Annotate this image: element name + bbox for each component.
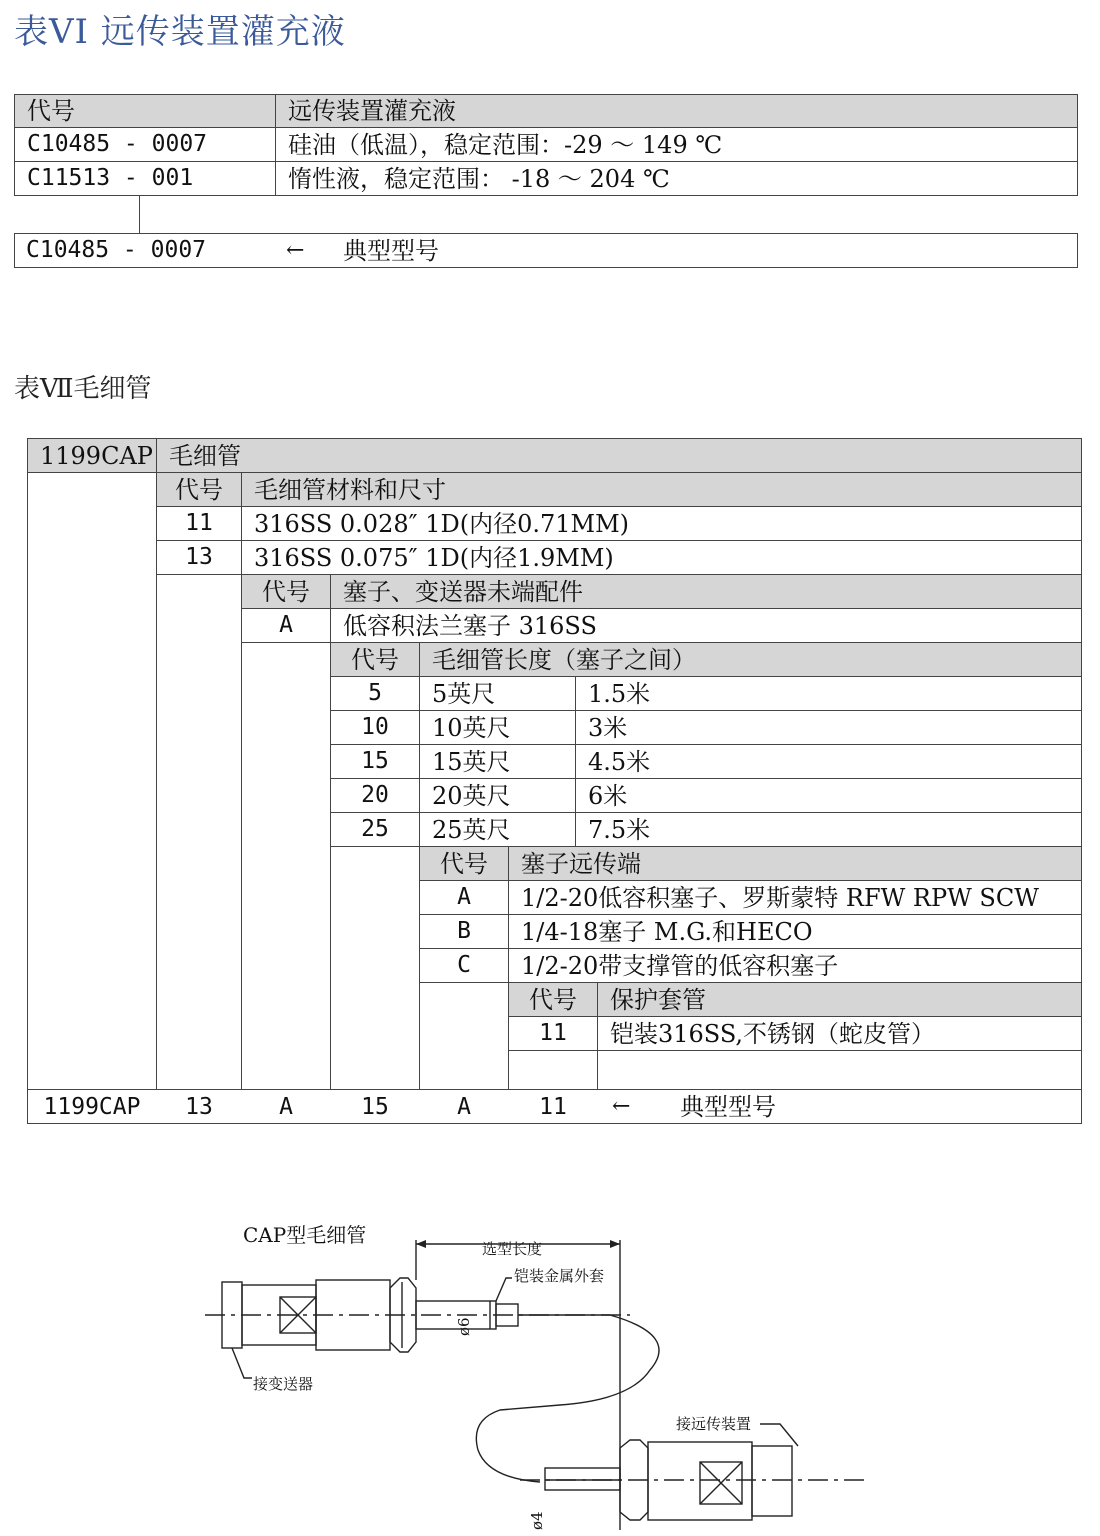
length-row-code: 25 xyxy=(330,812,420,847)
remote-row-desc: 1/4-18塞子 M.G.和HECO xyxy=(508,914,1082,949)
material-row-desc: 316SS 0.075″ 1D(内径1.9MM) xyxy=(241,540,1082,575)
table7-example-model: 1199CAP xyxy=(43,1093,141,1120)
remote-row-desc: 1/2-20低容积塞子、罗斯蒙特 RFW RPW SCW xyxy=(508,880,1082,915)
material-row-desc: 316SS 0.028″ 1D(内径0.71MM) xyxy=(241,506,1082,541)
length-row-m: 7.5米 xyxy=(575,812,1082,847)
fitting-row-desc: 低容积法兰塞子 316SS xyxy=(330,608,1082,643)
length-row-ft: 25英尺 xyxy=(419,812,576,847)
length-row-ft: 15英尺 xyxy=(419,744,576,779)
armor-row-desc: 铠装316SS,不锈钢（蛇皮管） xyxy=(597,1016,1082,1051)
remote-header-desc: 塞子远传端 xyxy=(508,846,1082,881)
table7-model-desc: 毛细管 xyxy=(156,438,1082,473)
length-row-code: 15 xyxy=(330,744,420,779)
table7-example-label: 典型型号 xyxy=(680,1093,776,1121)
table6-example-code: C10485 - 0007 xyxy=(26,237,207,263)
length-row-code: 10 xyxy=(330,710,420,745)
remote-row-code: B xyxy=(419,914,509,949)
cap-capillary-diagram xyxy=(0,1200,1100,1536)
table6-header-desc: 远传装置灌充液 xyxy=(275,94,1078,128)
fitting-header-code: 代号 xyxy=(241,574,331,609)
remote-row-code: C xyxy=(419,948,509,983)
length-row-m: 3米 xyxy=(575,710,1082,745)
diagram-title: CAP型毛细管 xyxy=(243,1223,367,1247)
length-row-m: 6米 xyxy=(575,778,1082,813)
material-header-code: 代号 xyxy=(156,472,242,507)
remote-header-code: 代号 xyxy=(419,846,509,881)
length-row-m: 1.5米 xyxy=(575,676,1082,711)
armor-row-code: 11 xyxy=(508,1016,598,1051)
table7-model: 1199CAP xyxy=(27,438,157,473)
table6-row-code: C10485 - 0007 xyxy=(14,127,276,162)
table7-example-fitting: A xyxy=(279,1093,293,1120)
table6-example-label: 典型型号 xyxy=(343,236,439,265)
table6-row-desc: 惰性液，稳定范围： -18 ～ 204 ℃ xyxy=(275,161,1078,196)
diagram-length-label: 选型长度 xyxy=(482,1240,543,1258)
col-line-2 xyxy=(241,574,242,1090)
length-row-ft: 20英尺 xyxy=(419,778,576,813)
diagram-sheath-label: 铠装金属外套 xyxy=(514,1267,605,1285)
diagram-d6-label: ø6 xyxy=(455,1317,473,1336)
length-header-code: 代号 xyxy=(330,642,420,677)
remote-cap-shape xyxy=(752,1446,792,1516)
length-row-ft: 10英尺 xyxy=(419,710,576,745)
arrow-left-icon: ← xyxy=(612,1094,631,1119)
table6-title: 表VI 远传装置灌充液 xyxy=(14,12,346,52)
armor-header-code: 代号 xyxy=(508,982,598,1017)
capillary-curve xyxy=(476,1315,659,1482)
fitting-row-code: A xyxy=(241,608,331,643)
leader-remote xyxy=(760,1424,798,1446)
tube-d4-shape xyxy=(545,1468,620,1490)
armor-header-desc: 保护套管 xyxy=(597,982,1082,1017)
length-row-ft: 5英尺 xyxy=(419,676,576,711)
fitting-header-desc: 塞子、变送器未端配件 xyxy=(330,574,1082,609)
material-header-desc: 毛细管材料和尺寸 xyxy=(241,472,1082,507)
remote-row-code: A xyxy=(419,880,509,915)
table6-row-code: C11513 - 001 xyxy=(14,161,276,196)
table7-example-armor: 11 xyxy=(539,1093,567,1120)
diagram-d4-label: ø4 xyxy=(528,1511,546,1530)
material-row-code: 13 xyxy=(156,540,242,575)
table7-example-material: 13 xyxy=(185,1093,213,1120)
length-header-desc: 毛细管长度（塞子之间） xyxy=(419,642,1082,677)
length-row-m: 4.5米 xyxy=(575,744,1082,779)
length-row-code: 20 xyxy=(330,778,420,813)
table7-example-remote: A xyxy=(457,1093,471,1120)
length-row-code: 5 xyxy=(330,676,420,711)
diagram-remote-label: 接远传装置 xyxy=(676,1415,752,1433)
arrow-left-icon: ← xyxy=(286,237,305,263)
table7-example-length: 15 xyxy=(361,1093,389,1120)
table6-row-desc: 硅油（低温），稳定范围：-29 ～ 149 ℃ xyxy=(275,127,1078,162)
table6-header-code: 代号 xyxy=(14,94,276,128)
material-row-code: 11 xyxy=(156,506,242,541)
col-line-6 xyxy=(597,1050,598,1090)
table6-connector xyxy=(139,196,140,234)
remote-row-desc: 1/2-20带支撑管的低容积塞子 xyxy=(508,948,1082,983)
table7-title: 表Ⅶ毛细管 xyxy=(14,374,152,404)
leader-transmitter xyxy=(232,1348,252,1378)
diagram-transmitter-label: 接变送器 xyxy=(253,1375,314,1393)
